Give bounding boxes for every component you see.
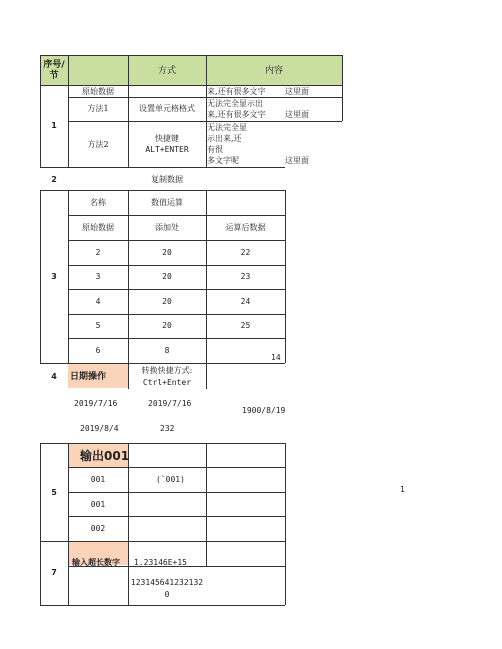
grid-line — [68, 516, 285, 517]
row-original-right: 这里面 — [285, 87, 309, 96]
s3-row3-a: 4 — [95, 297, 101, 306]
row-method1-content-line2: 来,还有很多文字 — [207, 110, 266, 119]
date-cell-2: 2019/7/16 — [148, 399, 192, 408]
row-method1-right: 这里面 — [285, 110, 309, 119]
row-method1-content-line1: 无法完全显示出 — [207, 99, 263, 108]
section5-title: 输出001 — [80, 449, 130, 463]
grid-line — [68, 314, 285, 315]
section1-number: 1 — [51, 121, 57, 130]
section4-note-line2: Ctrl+Enter — [142, 378, 192, 387]
s3-row3-b: 20 — [162, 297, 172, 306]
section2-number: 2 — [51, 175, 57, 184]
grid-line — [68, 265, 285, 266]
grid-line — [285, 190, 286, 363]
grid-line — [40, 190, 285, 191]
section5-number: 5 — [51, 488, 57, 497]
date-cell-1: 2019/7/16 — [74, 399, 118, 408]
s3-row4-c: 25 — [240, 321, 251, 330]
date-cell-3: 1900/8/19 — [242, 406, 286, 415]
s3-row5-a: 6 — [95, 346, 101, 355]
s5-row1-b: (`001) — [156, 475, 185, 484]
row-method2-format-line1: 快捷键 — [155, 134, 179, 143]
s3-sub-add: 添加处 — [155, 223, 179, 232]
row-method2-right: 这里面 — [285, 156, 309, 165]
s3-row2-b: 20 — [162, 272, 172, 281]
row-method2-content-line2: 示出来,还 — [207, 134, 242, 143]
row-method2-format-line2: ALT+ENTER — [145, 145, 189, 154]
grid-line — [68, 215, 285, 216]
grid-line — [68, 338, 285, 339]
grid-line — [68, 289, 285, 290]
grid-line — [68, 121, 342, 122]
s7-value-text-line2: 0 — [164, 590, 170, 599]
grid-line — [40, 85, 342, 86]
grid-line — [40, 443, 41, 605]
section4-note-line1: 转换快捷方式: — [141, 366, 193, 375]
row-method2-method: 方法2 — [87, 140, 109, 149]
grid-line — [68, 467, 285, 468]
s3-sub-original: 原始数据 — [82, 223, 114, 232]
grid-line — [40, 605, 285, 606]
row-method1-format: 设置单元格格式 — [139, 104, 195, 113]
s3-row1-b: 20 — [162, 248, 172, 257]
s3-row1-c: 22 — [240, 248, 251, 257]
grid-line — [68, 240, 285, 241]
row-method2-content-line3: 有很 — [207, 145, 223, 154]
section7-number: 7 — [51, 568, 57, 577]
s3-row5-b: 8 — [164, 346, 170, 355]
grid-line — [40, 443, 285, 444]
s3-row5-c: 14 — [271, 353, 281, 362]
grid-line — [285, 443, 286, 605]
grid-line — [40, 55, 342, 56]
s3-sub-result: 运算后数据 — [225, 223, 266, 232]
s3-row2-c: 23 — [240, 272, 251, 281]
header-content: 内容 — [264, 66, 283, 76]
row-original-method: 原始数据 — [82, 87, 114, 96]
grid-line — [40, 167, 285, 168]
row-method1-method: 方法1 — [87, 104, 109, 113]
header-seq: 序号/节 — [43, 60, 65, 81]
section4-number: 4 — [51, 372, 57, 381]
grid-line — [40, 55, 41, 167]
s3-row4-b: 20 — [162, 321, 172, 330]
s7-value-sci: 1.23146E+15 — [134, 558, 187, 567]
s3-row4-a: 5 — [95, 321, 101, 330]
grid-line — [206, 443, 207, 566]
s3-row1-a: 2 — [95, 248, 101, 257]
s3-row3-c: 24 — [240, 297, 251, 306]
grid-line — [68, 492, 285, 493]
section7-title: 输入超长数字 — [72, 558, 120, 567]
grid-line — [342, 55, 343, 121]
header-method: 方式 — [157, 66, 176, 76]
s7-value-text-line1: 123145641232132 — [130, 578, 204, 587]
date-cell-4: 2019/8/4 — [80, 424, 119, 433]
s3-header-name: 名称 — [90, 198, 106, 207]
s5-row2-a: 001 — [90, 500, 106, 509]
row-method2-content-line4: 多文字呢 — [207, 156, 239, 165]
section2-label: 复制数据 — [151, 175, 183, 184]
grid-line — [206, 363, 207, 389]
s5-row1-a: 001 — [90, 475, 106, 484]
section3-number: 3 — [51, 272, 57, 281]
grid-line — [68, 97, 342, 98]
number-cell-232: 232 — [160, 424, 175, 433]
s3-header-calc: 数值运算 — [151, 198, 183, 207]
side-value-cell: 1 — [400, 485, 405, 494]
s5-row3-a: 002 — [90, 524, 106, 533]
row-method2-content-line1: 无法完全显 — [207, 123, 247, 132]
section4-title: 日期操作 — [70, 372, 107, 382]
s3-row2-a: 3 — [95, 272, 101, 281]
row-original-content: 来,还有很多文字 — [207, 87, 266, 96]
